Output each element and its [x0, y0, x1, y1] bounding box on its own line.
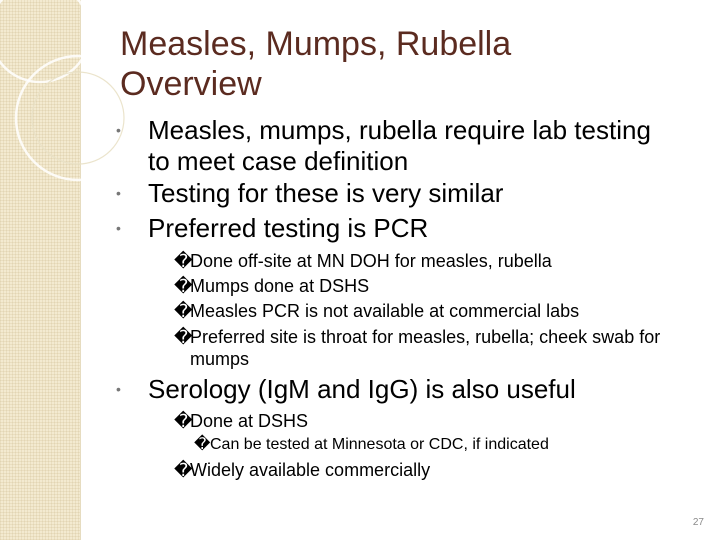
slide-title-line-2: Overview [120, 65, 262, 103]
bullet-preferred-pcr [116, 213, 668, 244]
bullet-serology [116, 374, 668, 405]
subbullet-not-commercial [174, 300, 690, 322]
bullet-text: Serology (IgM and IgG) is also useful [148, 374, 576, 404]
subsub-minnesota-cdc [194, 435, 680, 455]
subbullet-glyph: � [174, 251, 193, 271]
bullet-dot: • [116, 185, 121, 201]
subbullet-glyph: � [174, 276, 193, 296]
subbullet-text: Measles PCR is not available at commercial labs [190, 301, 580, 321]
bullet-text: Testing for these is very similar [148, 178, 504, 208]
subbullet-text: Can be tested at Minnesota or CDC, if indicated [210, 436, 549, 453]
slide-title-line-1: Measles, Mumps, Rubella [120, 25, 512, 63]
bullet-text: Measles, mumps, rubella require lab testing to meet case definition [148, 115, 651, 176]
subbullet-text: Done off-site at MN DOH for measles, rubella [190, 251, 552, 271]
bullet-text: Preferred testing is PCR [148, 213, 429, 243]
subbullet-glyph: � [174, 411, 193, 431]
subbullet-mumps-dshs [174, 275, 690, 297]
bullet-lab-testing [116, 115, 668, 177]
bullet-dot: • [116, 122, 121, 138]
subbullet-text: Mumps done at DSHS [190, 276, 370, 296]
subbullet-text: Widely available commercially [190, 460, 431, 480]
page-number: 27 [692, 517, 704, 528]
subbullet-done-dshs [174, 410, 690, 432]
subbullet-text: Preferred site is throat for measles, rubella; cheek swab for mumps [190, 327, 661, 369]
subbullet-widely-available [174, 459, 690, 481]
subbullet-text: Done at DSHS [190, 411, 309, 431]
subbullet-mn-doh [174, 250, 690, 272]
subbullet-glyph: � [194, 436, 211, 453]
bullet-dot: • [116, 381, 121, 397]
subbullet-glyph: � [174, 301, 193, 321]
subbullet-glyph: � [174, 460, 193, 480]
bullet-dot: • [116, 220, 121, 236]
subbullet-preferred-site [174, 326, 690, 370]
subbullet-glyph: � [174, 327, 193, 347]
bullet-testing-similar [116, 178, 668, 209]
